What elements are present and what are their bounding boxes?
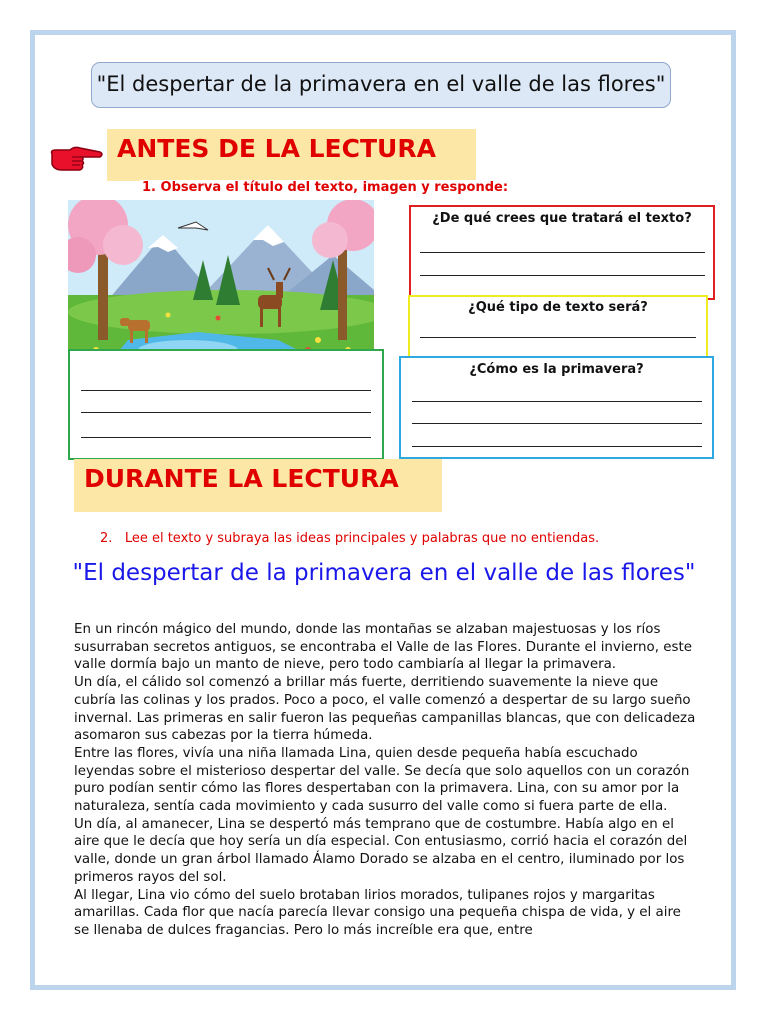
- story-paragraph: En un rincón mágico del mundo, donde las montañas se alzaban majestuosas y los ríos susurraban secretos antiguos, se encontraba el Valle de las Flores. Durante el invierno, este valle dormía bajo un manto de nieve, pero todo cambiaría al llegar la primavera.: [74, 622, 692, 673]
- question-box-3[interactable]: [399, 356, 714, 459]
- answer-line: [81, 390, 371, 391]
- answer-line: [420, 275, 705, 276]
- instruction-2-text: Lee el texto y subraya las ideas principales y palabras que no entiendas.: [124, 531, 600, 546]
- durante-heading: DURANTE LA LECTURA: [74, 459, 442, 512]
- image-answer-box[interactable]: [68, 349, 384, 460]
- story-paragraph: Un día, al amanecer, Lina se despertó más temprano que de costumbre. Había algo en el aire que le decía que hoy sería un día especial. Con entusiasmo, corrió hacia el corazón del valle, donde un gran árbol llamado Álamo Dorado se alzaba en el centro, iluminado por los primeros rayos del sol.: [74, 816, 688, 885]
- story-title: "El despertar de la primavera en el valle de las flores": [72, 560, 696, 586]
- answer-line: [412, 401, 702, 402]
- instruction-1-number: 1.: [142, 180, 156, 195]
- story-paragraph: Al llegar, Lina vio cómo del suelo brotaban lirios morados, tulipanes rojos y margaritas amarillas. Cada flor que nacía parecía llevar consigo una pequeña chispa de vida, y el aire se llenaba de dulces fragancias. Pero lo más increíble era que, entre: [74, 887, 681, 938]
- answer-line: [412, 446, 702, 447]
- question-3: ¿Cómo es la primavera?: [469, 362, 644, 377]
- story-paragraph: Entre las flores, vivía una niña llamada Lina, quien desde pequeña había escuchado leyendas sobre el misterioso despertar del valle. Se decía que solo aquellos con un corazón puro podían sentir cómo las flores despertaban con la primavera. Lina, con su amor por la naturaleza, sentía cada movimiento y cada susurro del valle como si fuera parte de ella.: [74, 745, 690, 815]
- story-body: [74, 621, 696, 979]
- answer-line: [420, 252, 705, 253]
- antes-heading: ANTES DE LA LECTURA: [107, 129, 476, 181]
- instruction-2-number: 2.: [100, 531, 113, 546]
- answer-line: [81, 412, 371, 413]
- question-box-2[interactable]: [408, 295, 708, 359]
- instruction-1-text: Observa el título del texto, imagen y responde:: [160, 180, 509, 195]
- answer-line: [412, 423, 702, 424]
- story-paragraph: Un día, el cálido sol comenzó a brillar más fuerte, derritiendo suavemente la nieve que cubría las colinas y los prados. Poco a poco, el valle comenzó a despertar de su largo sueño invernal. Las primeras en salir fueron las pequeñas campanillas blancas, que con delicadeza asomaron sus cabezas por la tierra húmeda.: [74, 675, 696, 744]
- pointing-hand-icon: [48, 140, 104, 176]
- answer-line: [420, 337, 696, 338]
- instruction-2: [100, 531, 599, 547]
- instruction-1: [140, 180, 512, 196]
- question-box-1[interactable]: [409, 205, 715, 300]
- worksheet-title: "El despertar de la primavera en el valle de las flores": [91, 62, 671, 108]
- answer-line: [81, 437, 371, 438]
- question-1: ¿De qué crees que tratará el texto?: [432, 211, 692, 226]
- question-2: ¿Qué tipo de texto será?: [468, 300, 648, 315]
